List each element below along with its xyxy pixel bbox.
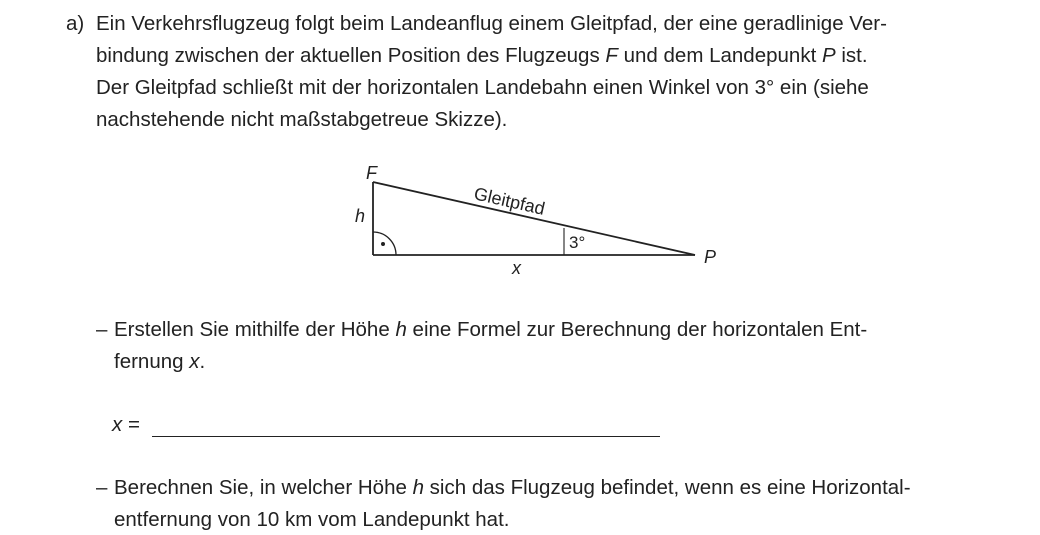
intro-line-4: nachstehende nicht maßstabgetreue Skizze). xyxy=(96,108,508,131)
glide-path-label: Gleitpfad xyxy=(472,183,547,219)
task-2-line-2: entfernung von 10 km vom Landepunkt hat. xyxy=(114,508,510,531)
point-p-label: P xyxy=(704,247,717,267)
italic-variable: P xyxy=(821,44,836,67)
task-2-dash: – xyxy=(96,476,108,499)
italic-variable: x xyxy=(189,350,200,373)
italic-variable: h xyxy=(412,476,424,499)
intro-line-2: bindung zwischen der aktuellen Position des Flugzeugs F und dem Landepunkt P ist. xyxy=(96,44,868,67)
intro-line-3: Der Gleitpfad schließt mit der horizontalen Landebahn einen Winkel von 3° ein (siehe xyxy=(96,76,869,99)
right-angle-dot xyxy=(381,242,385,246)
answer-input-line[interactable] xyxy=(152,436,660,437)
italic-variable: F xyxy=(605,44,618,67)
task-2-line-1: Berechnen Sie, in welcher Höhe h sich das Flugzeug befindet, wenn es eine Horizontal- xyxy=(114,476,911,499)
task-1-dash: – xyxy=(96,318,108,341)
answer-label xyxy=(112,413,140,437)
italic-variable: h xyxy=(395,318,407,341)
task-label: a) xyxy=(66,12,85,35)
task-1-line-2: fernung x. xyxy=(114,350,206,373)
glide-path-sketch xyxy=(340,155,740,285)
angle-label: 3° xyxy=(569,233,586,252)
distance-label: x xyxy=(512,258,521,278)
answer-equals: = xyxy=(122,413,140,436)
task-1-line-1: Erstellen Sie mithilfe der Höhe h eine Formel zur Berechnung der horizontalen Ent- xyxy=(114,318,868,341)
point-f-label: F xyxy=(366,163,377,183)
answer-variable: x xyxy=(112,413,123,436)
glide-path-segment xyxy=(373,182,695,255)
height-label: h xyxy=(355,206,366,226)
intro-line-1: Ein Verkehrsflugzeug folgt beim Landeanflug einem Gleitpfad, der eine geradlinige Ver- xyxy=(96,12,887,35)
